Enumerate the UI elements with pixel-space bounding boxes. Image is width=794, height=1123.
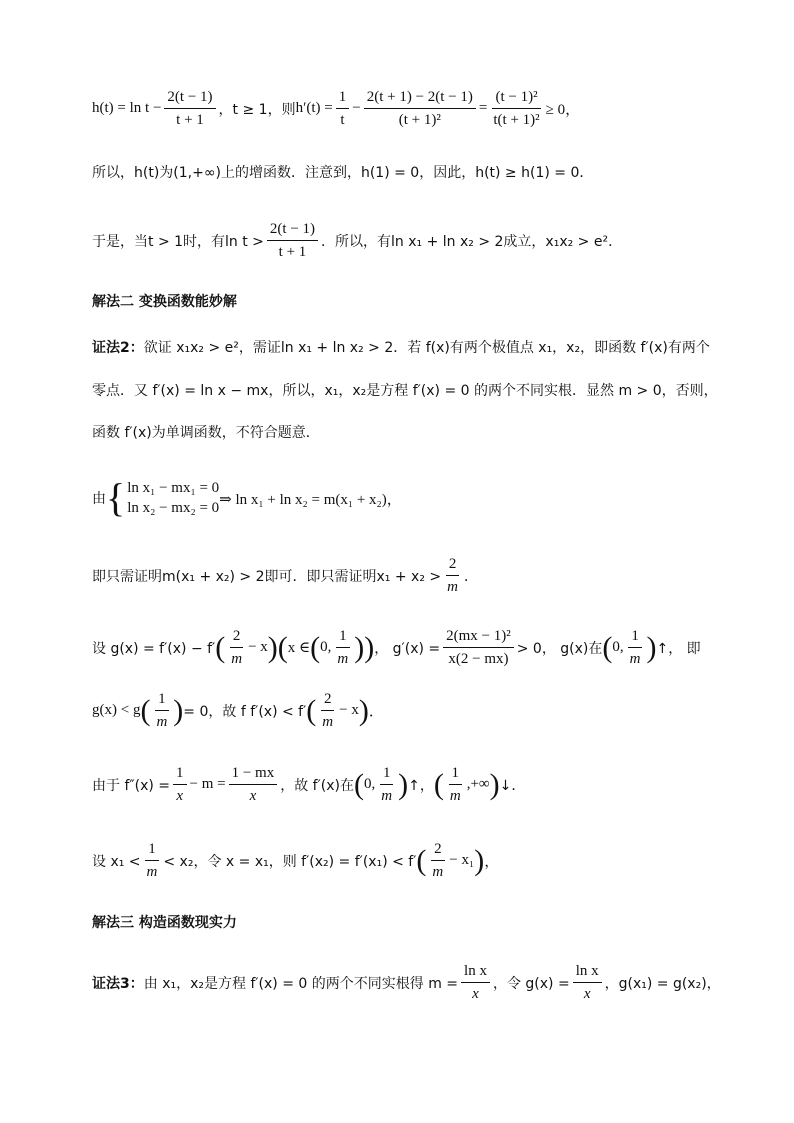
text: 即只需证明m(x₁ + x₂) > 2即可．即只需证明x₁ + x₂ >: [92, 568, 442, 585]
paragraph-need-prove: [92, 555, 478, 596]
text: 设 g(x) = f′(x) − f′: [92, 640, 216, 657]
system-row: ln x₂ − mx₂ = 0: [127, 500, 220, 517]
fraction: $\frac{\text{2(mx − 1)²}}{x(2 - mx)}$: [443, 627, 514, 668]
text: 0,: [364, 776, 376, 792]
fraction: $\frac{2}{m}$: [322, 691, 334, 730]
text: 0,: [320, 639, 332, 655]
text: 由 x₁，x₂是方程 f′(x) = 0 的两个不同实根得 m =: [143, 975, 459, 992]
text: =: [478, 100, 488, 116]
text: ↓．: [499, 777, 526, 794]
fraction: $\frac{1}{m}$: [449, 765, 461, 804]
text: ≥ 0，: [545, 102, 581, 118]
brace-system: [106, 475, 220, 521]
text: x ∈: [287, 640, 311, 656]
text: 由: [92, 491, 106, 508]
fraction: $\frac{\text{ln x}}{x}$: [461, 962, 490, 1003]
text: < x₂，令 x = x₁，则 f′(x₂) = f′(x₁) < f′: [163, 853, 417, 870]
text: ⇒ ln x₁ + ln x₂ = m(x₁ + x₂)，: [219, 491, 402, 508]
formula-h-derivative: [92, 88, 580, 129]
text: 函数 f′(x)为单调函数，不符合题意．: [92, 425, 320, 441]
text: 由于 f″(x) =: [92, 777, 170, 794]
proof-label: 证法2：: [92, 340, 144, 356]
fraction: $\frac{1}{m}$: [156, 691, 168, 730]
fraction: $\frac{2(t - 1)}{t + 1}$: [267, 220, 318, 261]
section-heading-method-2: [92, 291, 237, 311]
text: 0,: [612, 639, 624, 655]
text: h′(t) =: [295, 100, 333, 116]
fraction: $\frac{2}{m}$: [447, 556, 458, 595]
formula-let-x1: 设 x₁ < $\frac{1}{m}$ < x₂，令 x = x₁，则 f′(x₂) = f′(x₁) < f′ ( $\frac{2}{m}$ − x₁ ) ，: [92, 841, 500, 880]
text: ．: [368, 704, 384, 720]
paragraph-proof-2-line-3: [92, 422, 320, 442]
system-row: ln x₁ − mx₁ = 0: [127, 480, 220, 496]
heading-text: 解法二 变换函数能妙解: [92, 294, 237, 310]
text: ↑， 即: [656, 640, 701, 657]
formula-second-derivative: 由于 f″(x) = $\frac{1}{x}$ − m = $\frac{1 - mx}{x}$ ，故 f′(x)在 ( 0, $\frac{1}{m}$ ) ↑， ( $\frac{1}{m}$ ,+∞ ) ↓．: [92, 765, 526, 804]
left-brace: {: [106, 475, 126, 521]
text: ，故 f′(x)在: [280, 777, 355, 794]
formula-g-inequality: g(x) < g ( $\frac{1}{m}$ ) = 0，故 f f′(x) < f′ ( $\frac{2}{m}$ − x ) ．: [92, 691, 384, 730]
text: − x₁: [449, 852, 475, 868]
text: ,+∞: [466, 776, 490, 792]
heading-text: 解法三 构造函数现实力: [92, 915, 237, 931]
paragraph-proof-2-line-2: [92, 380, 718, 400]
text: ，: [484, 854, 500, 870]
paragraph-proof-2-line-1: [92, 337, 710, 357]
fraction: $\frac{1}{m}$: [146, 841, 158, 880]
fraction: $\frac{2(t + 1) - 2(t - 1)}{\text{(t + 1)²}}$: [364, 88, 476, 129]
section-heading-method-3: [92, 912, 237, 932]
fraction: $\frac{1}{x}$: [173, 764, 187, 805]
text: h(t) = ln t −: [92, 100, 162, 116]
paragraph-increasing: [92, 162, 593, 182]
text: ．: [463, 568, 478, 585]
fraction: $\frac{\text{ln x}}{x}$: [573, 962, 602, 1003]
text: ， g′(x) =: [374, 640, 441, 657]
text: 所以，h(t)为(1,+∞)上的增函数．注意到，h(1) = 0，因此，h(t) ≥ h(1) = 0．: [92, 165, 594, 181]
fraction: $\frac{2}{m}$: [432, 841, 444, 880]
text: ．所以，有ln x₁ + ln x₂ > 2成立，x₁x₂ > e²．: [321, 233, 623, 250]
paragraph-conclusion: [92, 220, 622, 261]
text: 零点．又 f′(x) = ln x − mx，所以，x₁，x₂是方程 f′(x) = 0 的两个不同实根．显然 m > 0，否则，: [92, 383, 718, 399]
fraction: $\frac{1}{m}$: [629, 628, 641, 667]
fraction: $\frac{1}{m}$: [381, 765, 393, 804]
fraction: $\frac{2(t - 1)}{t + 1}$: [164, 88, 215, 129]
text: g(x) < g: [92, 702, 141, 718]
fraction: $\frac{1 - mx}{x}$: [229, 764, 278, 805]
text: ↑，: [408, 777, 434, 794]
formula-g-definition: 设 g(x) = f′(x) − f′ ( $\frac{2}{m}$ − x )( x ∈ ( 0, $\frac{1}{m}$ )) ， g′(x) = $\frac{\text{2(mx − 1)²}}{x(2 - mx)}$ > 0， g(x)在 ( 0, $\frac{1}{m}$ ) ↑， 即: [92, 628, 701, 667]
text: − x: [248, 639, 268, 655]
fraction: $\frac{1}{t}$: [336, 88, 350, 129]
fraction: $\frac{\text{(t − 1)²}}{\text{t(t + 1)²}}$: [493, 89, 540, 128]
fraction: $\frac{2}{m}$: [231, 628, 243, 667]
text: ，令 g(x) =: [492, 975, 570, 992]
text: − x: [339, 702, 359, 718]
text: 于是，当t > 1时，有ln t >: [92, 233, 264, 250]
text: > 0， g(x)在: [516, 640, 603, 657]
text: ，g(x₁) = g(x₂)，: [604, 975, 721, 992]
text: 欲证 x₁x₂ > e²，需证ln x₁ + ln x₂ > 2．若 f(x)有两个极值点 x₁，x₂，即函数 f′(x)有两个: [143, 340, 710, 356]
text: 设 x₁ <: [92, 853, 141, 870]
text: ，t ≥ 1，则: [218, 101, 296, 118]
text: − m =: [189, 776, 226, 792]
equation-system: [92, 475, 402, 521]
proof-label: 证法3：: [92, 975, 144, 992]
fraction: $\frac{1}{m}$: [337, 628, 349, 667]
text: −: [352, 100, 361, 116]
paragraph-proof-3: [92, 962, 721, 1003]
text: = 0，故 f f′(x) < f′: [183, 703, 307, 720]
